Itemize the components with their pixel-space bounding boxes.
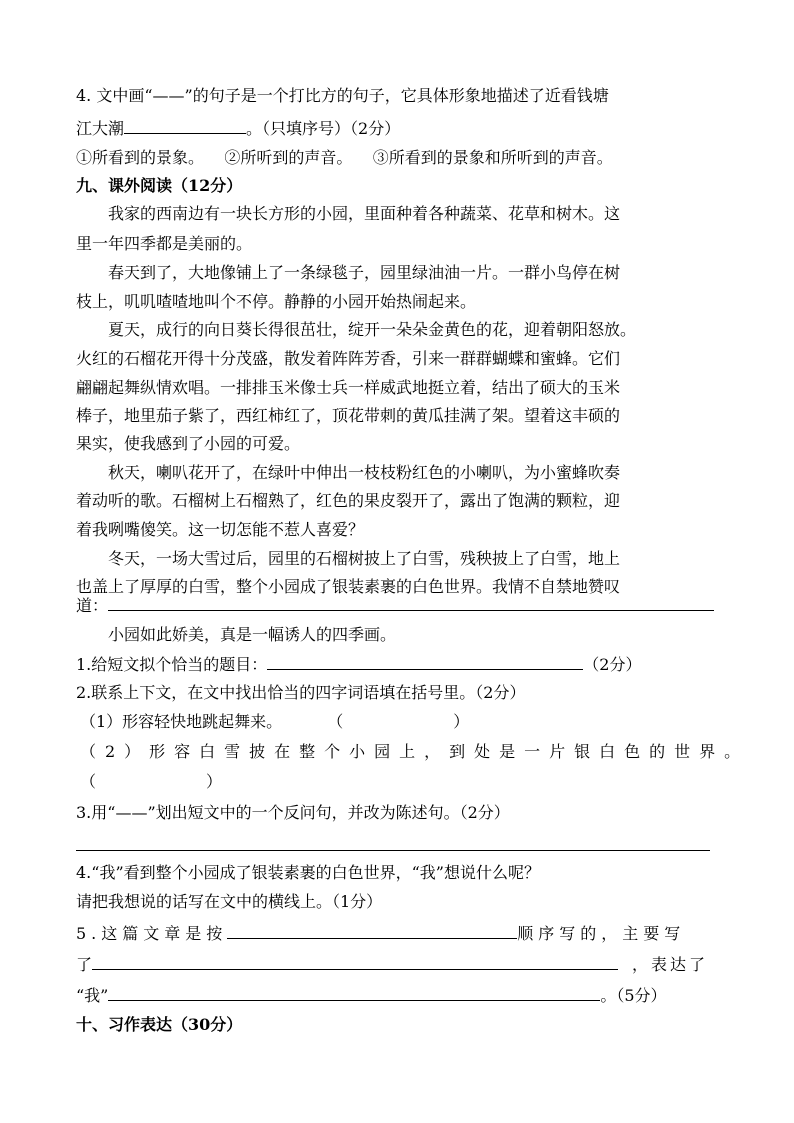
q5-line3-post: 。（5分） bbox=[600, 986, 667, 1005]
q1-text: 1.给短文拟个恰当的题目： bbox=[76, 655, 268, 674]
q2-1-open-paren: （ bbox=[327, 712, 344, 731]
q5-line3 bbox=[76, 984, 718, 1006]
para1-line2: 里一年四季都是美丽的。 bbox=[76, 234, 253, 253]
q5-feeling-blank[interactable] bbox=[108, 984, 600, 1001]
q4-prev-line2-pre: 江大潮 bbox=[76, 119, 125, 138]
q2-1-line bbox=[80, 711, 722, 733]
para3-line1: 夏天，成行的向日葵长得很茁壮，绽开一朵朵金黄色的花，迎着朝阳怒放。 bbox=[108, 320, 637, 339]
para5-line3 bbox=[76, 594, 718, 616]
q4-line2: 请把我想说的话写在文中的横线上。（1分） bbox=[76, 892, 383, 911]
q5-text-pre: 5.这篇文章是按 bbox=[76, 924, 228, 943]
q3-answer-rule[interactable] bbox=[76, 850, 710, 851]
q5-text-mid: 顺序写的，主要写 bbox=[517, 924, 686, 943]
para3-line5: 果实，使我感到了小园的可爱。 bbox=[76, 434, 301, 453]
q5-line3-pre: “我” bbox=[76, 986, 109, 1005]
q1-title-blank[interactable] bbox=[267, 653, 583, 670]
q4-prev-options: ①所看到的景象。 ②所听到的声音。 ③所看到的景象和所听到的声音。 bbox=[76, 148, 613, 167]
para3-line3: 翩翩起舞纵情欢唱。一排排玉米像士兵一样威武地挺立着，结出了硕大的玉米 bbox=[76, 378, 621, 397]
para2-line2: 枝上，叽叽喳喳地叫个不停。静静的小园开始热闹起来。 bbox=[76, 292, 477, 311]
q5-content-blank[interactable] bbox=[92, 953, 618, 970]
q1-score: （2分） bbox=[583, 655, 642, 674]
para6: 小园如此娇美，真是一幅诱人的四季画。 bbox=[108, 625, 397, 644]
q5-line2-pre: 了 bbox=[76, 955, 93, 974]
para5-line3-text: 道： bbox=[76, 596, 109, 615]
exclaim-answer-blank[interactable] bbox=[108, 594, 714, 611]
q4-line1: 4.“我”看到整个小园成了银装素裹的白色世界，“我”想说什么呢？ bbox=[76, 863, 540, 882]
q2-1-close-paren: ） bbox=[453, 712, 470, 731]
q4-prev-line2 bbox=[76, 117, 718, 139]
q4-prev-line1: 4. 文中画“——”的句子是一个打比方的句子，它具体形象地描述了近看钱塘 bbox=[76, 86, 609, 105]
q2-2-answer-line bbox=[80, 771, 722, 793]
q2-2-close-paren: ） bbox=[206, 772, 223, 791]
q5-line2 bbox=[76, 953, 718, 975]
q4-prev-answer-blank[interactable] bbox=[124, 117, 246, 134]
q4-prev-line2-post: 。（只填序号）（2分） bbox=[246, 119, 401, 138]
section9-title: 九、课外阅读（12分） bbox=[76, 176, 243, 195]
q3-line: 3.用“——”划出短文中的一个反问句，并改为陈述句。（2分） bbox=[76, 803, 510, 822]
section10-title: 十、习作表达（30分） bbox=[76, 1015, 243, 1034]
para4-line3: 着我咧嘴傻笑。这一切怎能不惹人喜爱？ bbox=[76, 520, 365, 539]
q2-2-line: （2）形容白雪披在整个小园上，到处是一片银白色的世界。 bbox=[80, 742, 750, 761]
para3-line4: 棒子，地里茄子紫了，西红柿红了，顶花带刺的黄瓜挂满了架。望着这丰硕的 bbox=[76, 406, 621, 425]
q5-order-blank[interactable] bbox=[227, 922, 517, 939]
q1-line bbox=[76, 653, 718, 675]
q2-2-open-paren: （ bbox=[80, 772, 97, 791]
q5-line2-post: ，表达了 bbox=[632, 955, 709, 974]
para1-line1: 我家的西南边有一块长方形的小园，里面种着各种蔬菜、花草和树木。这 bbox=[108, 204, 621, 223]
para5-line2: 也盖上了厚厚的白雪，整个小园成了银装素裹的白色世界。我情不自禁地赞叹 bbox=[76, 577, 621, 596]
para2-line1: 春天到了，大地像铺上了一条绿毯子，园里绿油油一片。一群小鸟停在树 bbox=[108, 263, 621, 282]
para4-line1: 秋天，喇叭花开了，在绿叶中伸出一枝枝粉红色的小喇叭，为小蜜蜂吹奏 bbox=[108, 463, 621, 482]
q2-line: 2.联系上下文，在文中找出恰当的四字词语填在括号里。（2分） bbox=[76, 683, 526, 702]
para4-line2: 着动听的歌。石榴树上石榴熟了，红色的果皮裂开了，露出了饱满的颗粒，迎 bbox=[76, 491, 621, 510]
para3-line2: 火红的石榴花开得十分茂盛，散发着阵阵芳香，引来一群群蝴蝶和蜜蜂。它们 bbox=[76, 349, 621, 368]
para5-line1: 冬天，一场大雪过后，园里的石榴树披上了白雪，残秧披上了白雪，地上 bbox=[108, 549, 621, 568]
q2-1-text: （1）形容轻快地跳起舞来。 bbox=[80, 712, 283, 731]
q5-line1 bbox=[76, 922, 718, 944]
